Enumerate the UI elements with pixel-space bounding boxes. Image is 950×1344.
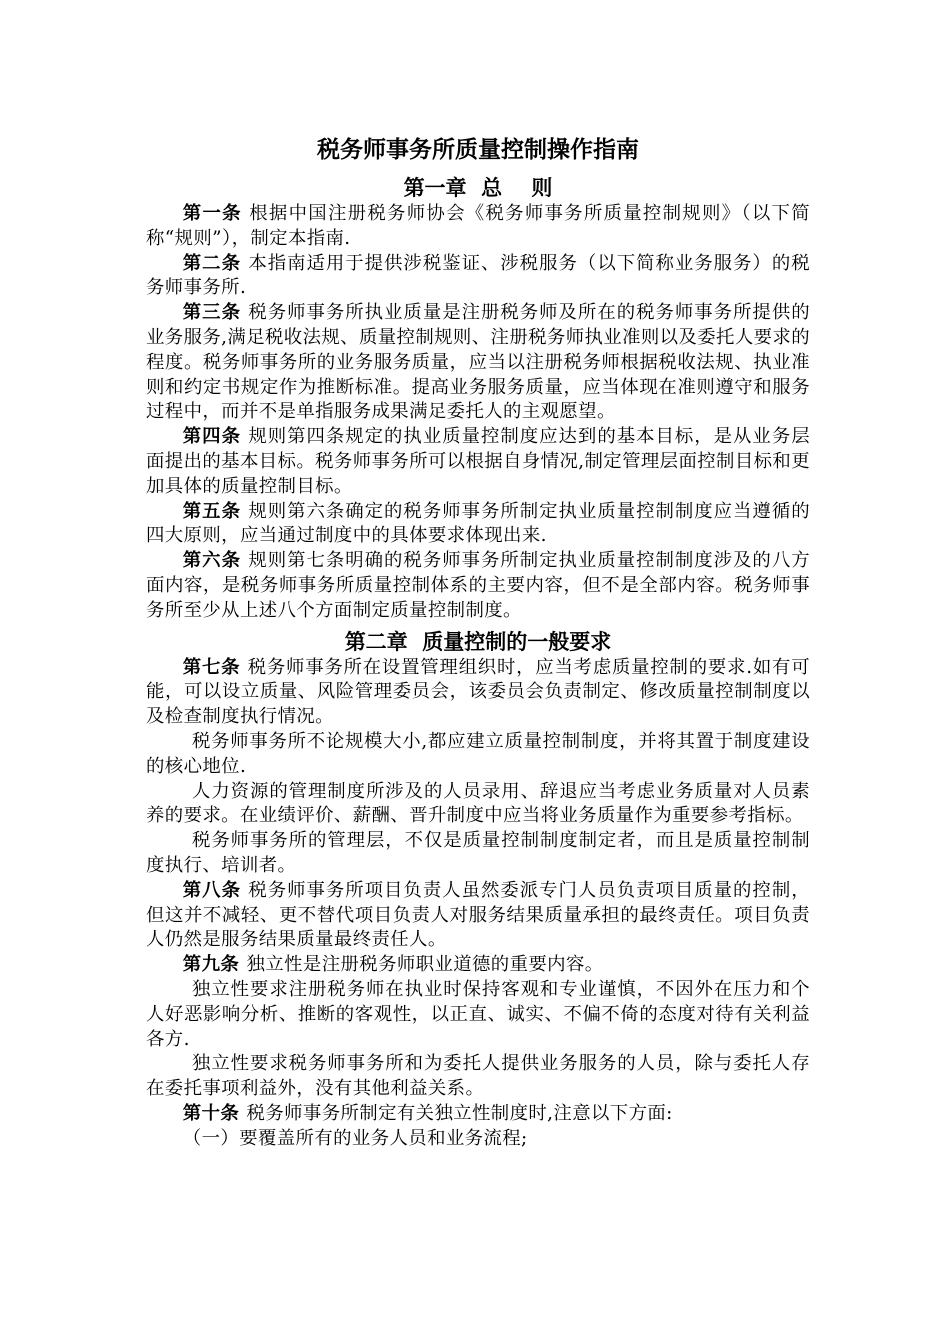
article-number: 第五条 xyxy=(182,500,241,522)
article-text: 税务师事务所项目负责人虽然委派专门人员负责项目质量的控制，但这并不减轻、更不替代项目负责人对服务结果质量承担的最终责任。项目负责人仍然是服务结果质量最终责任人。 xyxy=(146,879,810,951)
body-paragraph: 独立性要求税务师事务所和为委托人提供业务服务的人员，除与委托人存在委托事项利益外，没有其他利益关系。 xyxy=(146,1053,810,1100)
chapter-heading: 第一章 总 则 xyxy=(403,176,553,200)
article-paragraph xyxy=(146,301,810,425)
article-text: 税务师事务所执业质量是注册税务师及所在的税务师事务所提供的业务服务,满足税收法规、质量控制规则、注册税务师执业准则以及委托人要求的程度。税务师事务所的业务服务质量，应当以注册税务师根据税收法规、执业准则和约定书规定作为推断标准。提高业务服务质量，应当体现在准则遵守和服务过程中，而并不是单指服务成果满足委托人的主观愿望。 xyxy=(146,302,810,423)
article-text: 规则第七条明确的税务师事务所制定执业质量控制制度涉及的八方面内容，是税务师事务所质量控制体系的主要内容，但不是全部内容。税务师事务所至少从上述八个方面制定质量控制制度。 xyxy=(146,550,810,621)
article-paragraph xyxy=(146,202,810,252)
list-item: （一）要覆盖所有的业务人员和业务流程; xyxy=(182,1127,528,1149)
article-text: 独立性是注册税务师职业道德的重要内容。 xyxy=(246,954,604,976)
article-number: 第十条 xyxy=(182,1102,240,1124)
article-number: 第六条 xyxy=(182,550,241,572)
article-number: 第二条 xyxy=(182,252,241,274)
document-page xyxy=(146,132,810,1151)
article-paragraph xyxy=(146,549,810,623)
article-number: 第三条 xyxy=(182,302,241,324)
article-paragraph xyxy=(146,500,810,550)
article-paragraph xyxy=(146,953,810,978)
article-number: 第七条 xyxy=(182,656,241,678)
article-paragraph xyxy=(146,1102,810,1127)
document-title: 税务师事务所质量控制操作指南 xyxy=(317,137,639,163)
body-paragraph: 税务师事务所的管理层，不仅是质量控制制度制定者，而且是质量控制制度执行、培训者。 xyxy=(146,830,810,876)
article-paragraph xyxy=(146,425,810,499)
article-number: 第四条 xyxy=(182,426,241,448)
article-paragraph xyxy=(146,252,810,302)
article-paragraph xyxy=(146,656,810,730)
article-paragraph xyxy=(146,879,810,953)
article-number: 第一条 xyxy=(182,203,242,224)
article-text: 规则第四条规定的执业质量控制度应达到的基本目标，是从业务层面提出的基本目标。税务师事务所可以根据自身情况,制定管理层面控制目标和更加具体的质量控制目标。 xyxy=(146,426,810,497)
article-text: 本指南适用于提供涉税鉴证、涉税服务（以下简称业务服务）的税务师事务所. xyxy=(146,252,810,299)
body-paragraph: 人力资源的管理制度所涉及的人员录用、辞退应当考虑业务质量对人员素养的要求。在业绩评价、薪酬、晋升制度中应当将业务质量作为重要参考指标。 xyxy=(146,780,810,827)
article-text: 根据中国注册税务师协会《税务师事务所质量控制规则》（以下简称“规则”），制定本指南. xyxy=(146,203,810,249)
article-text: 规则第六条确定的税务师事务所制定执业质量控制制度应当遵循的四大原则，应当通过制度中的具体要求体现出来. xyxy=(146,500,810,547)
chapter-heading: 第二章 质量控制的一般要求 xyxy=(344,629,612,654)
body-paragraph: 税务师事务所不论规模大小,都应建立质量控制制度，并将其置于制度建设的核心地位. xyxy=(146,730,810,777)
article-number: 第九条 xyxy=(182,954,240,976)
body-paragraph: 独立性要求注册税务师在执业时保持客观和专业谨慎，不因外在压力和个人好恶影响分析、推断的客观性，以正直、诚实、不偏不倚的态度对待有关利益各方. xyxy=(146,978,810,1050)
article-text: 税务师事务所在设置管理组织时，应当考虑质量控制的要求.如有可能，可以设立质量、风险管理委员会，该委员会负责制定、修改质量控制制度以及检查制度执行情况。 xyxy=(146,656,810,728)
article-number: 第八条 xyxy=(182,879,241,901)
article-text: 税务师事务所制定有关独立性制度时,注意以下方面: xyxy=(246,1102,673,1124)
